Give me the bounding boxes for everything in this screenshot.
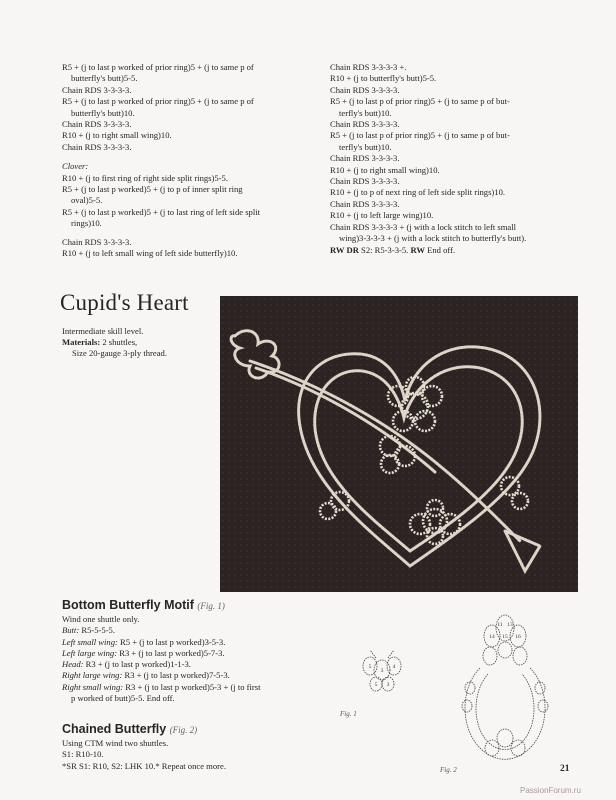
final-text: S2: R5-3-3-5.	[358, 244, 411, 255]
fig-number: 3	[380, 668, 384, 674]
instruction-line: R10 + (j to first ring of right side split rings)5-5.	[62, 172, 228, 183]
instruction-line: Using CTM wind two shuttles.	[62, 738, 169, 748]
instruction-line: R5 + (j to last p worked)5 + (j to p of inner split ring	[62, 184, 243, 195]
fig-number: 5	[374, 682, 378, 688]
instruction-line: Left large wing: R3 + (j to last p worked)5-7-3.	[62, 647, 225, 658]
fig-number: 15	[502, 634, 508, 640]
instruction-line: R5 + (j to last p worked)5 + (j to last ring of left side split	[62, 206, 261, 217]
instruction-line: S1: R10-10.	[62, 749, 104, 760]
section-title: Chained Butterfly	[62, 722, 167, 736]
rw-dr-label: RW DR	[330, 244, 359, 255]
fig-number: 5	[368, 664, 372, 670]
instruction-line: Chain RDS 3-3-3-3.	[62, 119, 132, 130]
instruction-line: *SR S1: R10, S2: LHK 10.* Repeat once more.	[62, 760, 226, 771]
pattern-title: Cupid's Heart	[60, 290, 189, 315]
instruction-line: Chain RDS 3-3-3-3 +.	[330, 62, 407, 72]
instruction-line: rings)10.	[71, 218, 102, 229]
section-title: Bottom Butterfly Motif	[62, 598, 194, 612]
fig-number: 16	[515, 634, 521, 640]
bottom-butterfly-instructions	[62, 614, 318, 704]
instruction-line: Butt: R5-5-5-5.	[62, 625, 115, 636]
fig-number: 13	[507, 622, 513, 628]
instruction-line: Left small wing: R5 + (j to last p worked)3-5-3.	[62, 636, 226, 647]
instruction-line: R10 + (j to left small wing of left side butterfly)10.	[62, 248, 238, 259]
fig-number: 4	[392, 664, 396, 670]
instruction-line: R10 + (j to p of next ring of left side split rings)10.	[330, 187, 506, 198]
fig-number: 14	[489, 634, 495, 640]
instruction-line: p worked of butt)5-5. End off.	[71, 693, 175, 704]
materials-label: Materials:	[62, 337, 101, 347]
heart-lace-photo	[220, 296, 578, 592]
instruction-line: Right small wing: R3 + (j to last p worked)5-3 + (j to first	[62, 681, 261, 692]
watermark: PassionForum.ru	[520, 786, 581, 795]
fig1-label: Fig. 1	[340, 710, 357, 718]
materials	[62, 337, 212, 348]
instruction-line: Chain RDS 3-3-3-3.	[330, 119, 400, 130]
instruction-line: Chain RDS 3-3-3-3.	[330, 176, 400, 187]
materials-thread: Size 20-gauge 3-ply thread.	[72, 348, 167, 358]
instruction-line: Head: R3 + (j to last p worked)1-1-3.	[62, 659, 191, 670]
right-instructions	[330, 62, 578, 256]
instruction-line: Chain RDS 3-3-3-3.	[62, 236, 132, 247]
instruction-line: oval)5-5.	[71, 195, 103, 206]
skill-level: Intermediate skill level.	[62, 326, 144, 336]
fig-ref: (Fig. 1)	[197, 601, 225, 611]
lace-heart-image	[220, 296, 578, 592]
chained-butterfly-instructions	[62, 738, 318, 772]
left-instructions	[62, 62, 314, 260]
instruction-line: Chain RDS 3-3-3-3.	[62, 84, 132, 95]
pattern-intro	[62, 326, 212, 359]
diagram-figures	[330, 608, 580, 778]
fig-number: 11	[497, 622, 503, 628]
instruction-line: butterfly's butt)5-5.	[71, 73, 138, 84]
rw-label: RW	[410, 244, 425, 255]
section-heading-bottom-butterfly	[62, 598, 225, 612]
instruction-line: butterfly's butt)10.	[71, 107, 135, 118]
page-number: 21	[560, 764, 570, 774]
tatting-diagrams	[330, 608, 580, 778]
section-heading-chained-butterfly	[62, 722, 197, 736]
instruction-line: wing)3-3-3-3 + (j with a lock stitch to butterfly's butt).	[339, 233, 527, 244]
instruction-line: R5 + (j to last p of prior ring)5 + (j to same p of but-	[330, 130, 510, 141]
fig2-label: Fig. 2	[440, 766, 457, 774]
instruction-line: terfly's butt)10.	[339, 141, 392, 152]
instruction-line: R10 + (j to right small wing)10.	[330, 164, 440, 175]
instruction-line: R5 + (j to last p worked of prior ring)5 + (j to same p of	[62, 96, 254, 107]
instruction-line: R5 + (j to last p worked of prior ring)5 + (j to same p of	[62, 62, 254, 72]
instruction-line: Chain RDS 3-3-3-3.	[62, 141, 132, 152]
instruction-line: Chain RDS 3-3-3-3.	[330, 153, 400, 164]
materials-text: 2 shuttles,	[100, 337, 138, 347]
fig-ref: (Fig. 2)	[169, 725, 198, 735]
instruction-line: terfly's butt)10.	[339, 107, 392, 118]
instruction-line: R5 + (j to last p of prior ring)5 + (j to same p of but-	[330, 96, 510, 107]
instruction-line: Wind one shuttle only.	[62, 614, 140, 624]
instruction-line: Chain RDS 3-3-3-3.	[330, 84, 400, 95]
instruction-line: R10 + (j to right small wing)10.	[62, 130, 172, 141]
instruction-line: R10 + (j to butterfly's butt)5-5.	[330, 73, 437, 84]
instruction-line: R10 + (j to left large wing)10.	[330, 210, 434, 221]
fig-number: 3	[386, 682, 390, 688]
end-off-text: End off.	[424, 244, 456, 255]
clover-heading: Clover:	[62, 161, 89, 172]
final-instruction	[330, 245, 578, 256]
instruction-line: Chain RDS 3-3-3-3 + (j with a lock stitch to left small	[330, 221, 517, 232]
instruction-line: Right large wing: R3 + (j to last p worked)7-5-3.	[62, 670, 230, 681]
instruction-line: Chain RDS 3-3-3-3.	[330, 198, 400, 209]
